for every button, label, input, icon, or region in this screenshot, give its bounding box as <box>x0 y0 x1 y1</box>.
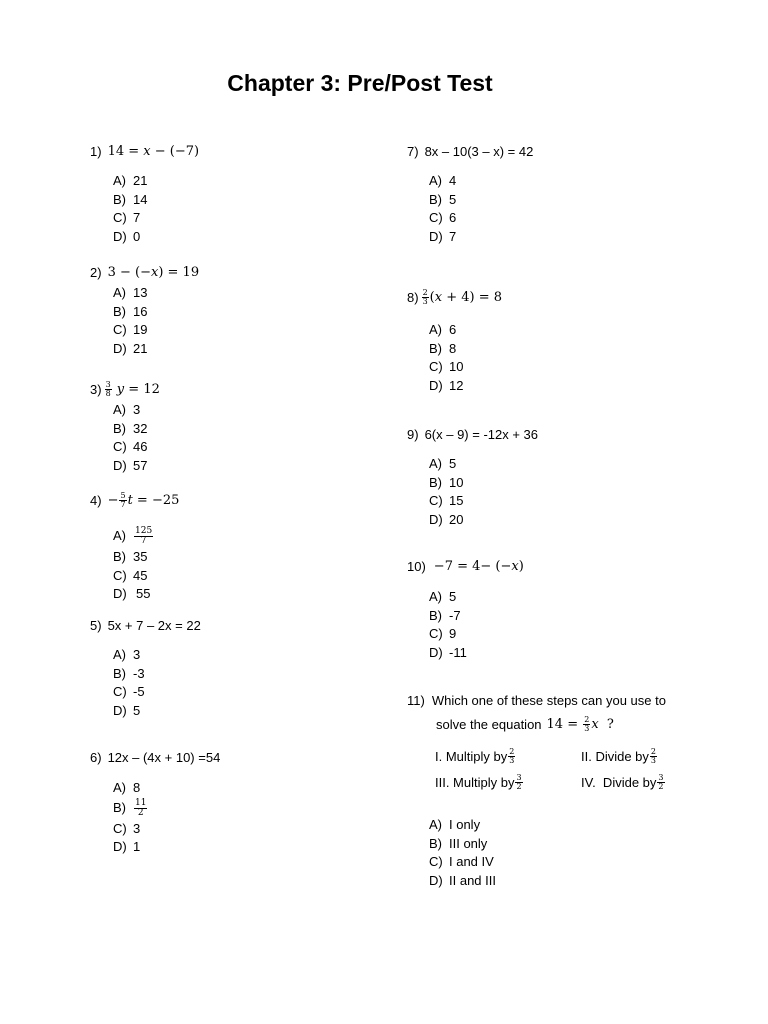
choice-c[interactable]: C) 6 <box>429 210 457 225</box>
question-number: 7) <box>407 143 419 159</box>
equation: 3 − (−x) = 19 <box>107 264 200 280</box>
step-iv: IV. Divide by $\frac{3}{2}$ <box>581 773 664 791</box>
equation: 5x + 7 – 2x = 22 <box>107 617 201 633</box>
choice-c[interactable]: C) 46 <box>113 439 148 454</box>
choice-b[interactable]: B) 14 <box>113 191 148 207</box>
question-number: 2) <box>90 264 102 280</box>
page-title: Chapter 3: Pre/Post Test <box>227 70 493 96</box>
choice-list <box>113 524 179 604</box>
choice-c[interactable]: C) 45 <box>113 567 148 583</box>
equation: 12x – (4x + 10) =54 <box>107 749 221 765</box>
question-11-choices <box>429 816 496 890</box>
question-5 <box>90 617 201 720</box>
equation: $\frac{3}{8}$ y = 12 <box>105 379 160 398</box>
choice-b[interactable]: B) III only <box>429 835 488 851</box>
question-number: 3) <box>90 381 102 397</box>
choice-d[interactable]: D) 20 <box>429 511 464 527</box>
question-10 <box>407 558 524 662</box>
equation: −7 = 4− (−x) <box>433 558 524 574</box>
choice-a[interactable]: A) 8 <box>113 780 141 795</box>
choice-b[interactable]: B) 16 <box>113 303 148 319</box>
choice-c[interactable]: C) 3 <box>113 820 141 836</box>
choice-b[interactable]: B) 5 <box>429 191 457 207</box>
question-2 <box>90 264 199 358</box>
choice-list <box>113 646 201 720</box>
question-3 <box>90 381 160 475</box>
question-8 <box>407 289 502 395</box>
choice-d[interactable]: D) 55 <box>113 586 151 601</box>
choice-d[interactable]: D) 1 <box>113 839 141 854</box>
question-4 <box>90 492 179 604</box>
choice-d[interactable]: D) 0 <box>113 228 141 244</box>
choice-c[interactable]: C) I and IV <box>429 854 494 869</box>
choice-a[interactable]: A) 13 <box>113 285 148 300</box>
question-number: 9) <box>407 426 419 442</box>
question-6 <box>90 749 220 857</box>
choice-d[interactable]: D) -11 <box>429 644 467 660</box>
choice-c[interactable]: C) -5 <box>113 684 145 699</box>
choice-list <box>429 321 502 395</box>
choice-list <box>429 172 533 246</box>
question-number: 6) <box>90 749 102 765</box>
choice-list <box>113 284 199 358</box>
equation: 8x – 10(3 – x) = 42 <box>424 143 534 159</box>
choice-c[interactable]: C) 19 <box>113 322 148 337</box>
choice-a[interactable]: A) 5 <box>429 589 457 604</box>
equation: $\frac{2}{3}$ (x + 4) = 8 <box>422 287 503 306</box>
choice-a[interactable]: A) 6 <box>429 322 457 337</box>
choice-a[interactable]: A) 4 <box>429 173 457 188</box>
choice-b[interactable]: B) -7 <box>429 607 461 623</box>
choice-d[interactable]: D) II and III <box>429 872 496 888</box>
question-number: 1) <box>90 143 102 159</box>
choice-b[interactable]: B) $\frac{11}{2}$ <box>113 798 147 818</box>
choice-list <box>113 172 199 246</box>
equation: 6(x – 9) = -12x + 36 <box>424 426 539 442</box>
question-number: 4) <box>90 492 102 508</box>
question-9 <box>407 426 538 529</box>
choice-a[interactable]: A) $\frac{125}{7}$ <box>113 525 153 546</box>
choice-list <box>429 455 538 529</box>
question-text-2: solve the equation <box>436 716 542 732</box>
question-number: 5) <box>90 617 102 633</box>
choice-d[interactable]: D) 57 <box>113 457 148 473</box>
choice-a[interactable]: A) 5 <box>429 456 457 471</box>
choice-a[interactable]: A) I only <box>429 817 481 832</box>
equation: 14 = $\frac{2}{3}$ x ? <box>546 714 614 733</box>
choice-d[interactable]: D) 5 <box>113 702 141 718</box>
question-11 <box>407 692 666 736</box>
question-text: Which one of these steps can you use to <box>431 692 666 708</box>
choice-b[interactable]: B) 8 <box>429 340 457 356</box>
question-number: 8) <box>407 289 419 305</box>
choice-list <box>113 401 160 475</box>
choice-c[interactable]: C) 7 <box>113 210 141 225</box>
step-ii: II. Divide by $\frac{2}{3}$ <box>581 747 657 765</box>
choice-d[interactable]: D) 12 <box>429 377 464 393</box>
question-number: 11) <box>407 692 425 708</box>
choice-list <box>113 779 220 857</box>
choice-c[interactable]: C) 9 <box>429 626 457 641</box>
choice-c[interactable]: C) 10 <box>429 359 464 374</box>
choice-list <box>429 588 524 662</box>
question-number: 10) <box>407 558 426 574</box>
choice-c[interactable]: C) 15 <box>429 493 464 508</box>
choice-a[interactable]: A) 3 <box>113 402 141 417</box>
step-options <box>435 748 695 800</box>
choice-b[interactable]: B) 32 <box>113 420 148 436</box>
step-iii: III. Multiply by $\frac{3}{2}$ <box>435 773 522 791</box>
choice-d[interactable]: D) 7 <box>429 228 457 244</box>
choice-a[interactable]: A) 21 <box>113 173 148 188</box>
choice-b[interactable]: B) 10 <box>429 474 464 490</box>
choice-list <box>429 816 496 890</box>
choice-d[interactable]: D) 21 <box>113 340 148 356</box>
choice-b[interactable]: B) 35 <box>113 549 148 564</box>
choice-a[interactable]: A) 3 <box>113 647 141 662</box>
question-1 <box>90 143 199 246</box>
question-7 <box>407 143 533 246</box>
equation: − $\frac{5}{7}$ t = −25 <box>107 490 180 509</box>
equation: 14 = x − (−7) <box>107 143 200 159</box>
step-i: I. Multiply by $\frac{2}{3}$ <box>435 747 515 765</box>
choice-b[interactable]: B) -3 <box>113 665 145 681</box>
